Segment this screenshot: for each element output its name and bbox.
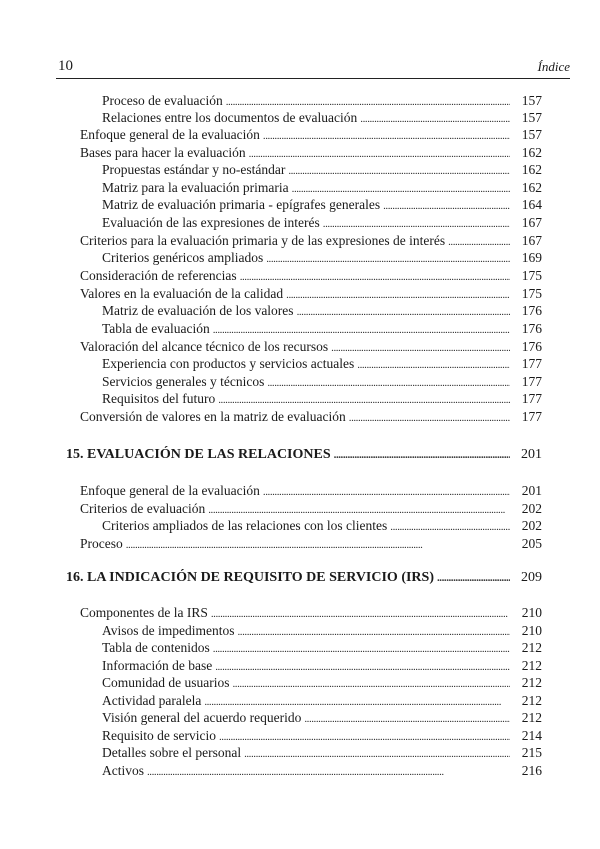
toc-entry: [102, 196, 542, 214]
toc-entry-page: 210: [521, 623, 542, 638]
toc-entry: [80, 126, 542, 144]
toc-entry: [102, 692, 542, 710]
toc-entry: [80, 500, 542, 518]
toc-entry-title: Bases para hacer la evaluación: [80, 145, 246, 160]
toc-entry: [80, 408, 542, 426]
dot-leader: [218, 391, 510, 409]
toc-entry-page: 177: [521, 409, 542, 424]
dot-leader: [349, 409, 510, 427]
toc-entry-title: Componentes de la IRS: [80, 605, 208, 620]
toc-entry: [102, 320, 542, 338]
toc-entry-page: 164: [521, 197, 542, 212]
chapter-page: 201: [521, 447, 542, 462]
toc-entry-title: Criterios de evaluación: [80, 501, 206, 516]
toc-entry-page: 212: [521, 658, 542, 673]
dot-leader: [126, 536, 510, 554]
toc-entry: [80, 604, 542, 622]
dot-leader: [297, 303, 510, 321]
toc-entry-page: 216: [521, 763, 542, 778]
toc-entry-title: Requisitos del futuro: [102, 391, 216, 406]
toc-entry-page: 202: [521, 501, 542, 516]
toc-entry: [102, 744, 542, 762]
toc-entry-title: Matriz de evaluación primaria - epígrafes generales: [102, 197, 381, 212]
toc-entry: [102, 249, 542, 267]
toc-entry: [80, 285, 542, 303]
dot-leader: [266, 250, 510, 268]
toc-entry-title: Proceso: [80, 536, 123, 551]
chapter-heading: [66, 569, 542, 587]
toc-entry-page: 201: [521, 483, 542, 498]
toc-entry-page: 205: [521, 536, 542, 551]
toc-entry-page: 177: [521, 356, 542, 371]
chapter-title: 16. LA INDICACIÓN DE REQUISITO DE SERVICIO (IRS): [66, 570, 434, 585]
dot-leader: [244, 745, 510, 763]
toc-entry-page: 214: [521, 728, 542, 743]
toc-entry-title: Consideración de referencias: [80, 268, 237, 283]
toc-entry-title: Visión general del acuerdo requerido: [102, 710, 302, 725]
chapter-heading: [66, 446, 542, 464]
dot-leader: [233, 675, 511, 693]
dot-leader: [304, 710, 510, 728]
toc-entry-page: 157: [521, 93, 542, 108]
toc-entry: [102, 92, 542, 110]
toc-entry-title: Requisito de servicio: [102, 728, 216, 743]
toc-entry-page: 157: [521, 127, 542, 142]
toc-entry: [102, 179, 542, 197]
dot-leader: [323, 215, 510, 233]
toc-entry-title: Información de base: [102, 658, 213, 673]
toc-entry-page: 212: [521, 640, 542, 655]
toc-entry-title: Conversión de valores en la matriz de evaluación: [80, 409, 346, 424]
toc-entry: [102, 657, 542, 675]
dot-leader: [334, 446, 510, 464]
toc-entry-page: 215: [521, 745, 542, 760]
dot-leader: [240, 268, 510, 286]
toc-entry: [102, 161, 542, 179]
toc-entry-page: 162: [521, 180, 542, 195]
chapter-title: 15. EVALUACIÓN DE LAS RELACIONES: [66, 447, 331, 462]
toc-entry-page: 175: [521, 268, 542, 283]
dot-leader: [288, 162, 510, 180]
toc-entry-page: 212: [521, 693, 542, 708]
dot-leader: [263, 127, 510, 145]
dot-leader: [263, 483, 510, 501]
toc-entry-title: Valores en la evaluación de la calidad: [80, 286, 284, 301]
toc-entry: [102, 302, 542, 320]
toc-entry: [102, 709, 542, 727]
toc-entry: [80, 535, 542, 553]
toc-entry-title: Matriz de evaluación de los valores: [102, 303, 294, 318]
toc-entry-title: Criterios genéricos ampliados: [102, 250, 264, 265]
toc-entry: [102, 674, 542, 692]
toc-entry: [80, 232, 542, 250]
toc-entry-title: Activos: [102, 763, 144, 778]
page-number: 10: [58, 58, 73, 74]
toc-entry-title: Detalles sobre el personal: [102, 745, 242, 760]
toc-entry: [102, 517, 542, 535]
toc-entry-page: 167: [521, 233, 542, 248]
toc-entry-page: 176: [521, 303, 542, 318]
dot-leader: [437, 569, 510, 587]
toc-entry: [102, 355, 542, 373]
toc-entry-title: Proceso de evaluación: [102, 93, 223, 108]
toc-entry-title: Matriz para la evaluación primaria: [102, 180, 289, 195]
toc-entry-title: Propuestas estándar y no-estándar: [102, 162, 286, 177]
dot-leader: [213, 640, 510, 658]
dot-leader: [211, 605, 510, 623]
toc-entry-title: Avisos de impedimentos: [102, 623, 235, 638]
toc-entry: [80, 144, 542, 162]
toc-entry-title: Criterios ampliados de las relaciones con los clientes: [102, 518, 388, 533]
toc-entry-title: Enfoque general de la evaluación: [80, 483, 260, 498]
toc-entry-title: Experiencia con productos y servicios actuales: [102, 356, 355, 371]
toc-entry-title: Enfoque general de la evaluación: [80, 127, 260, 142]
toc-entry-title: Relaciones entre los documentos de evaluación: [102, 110, 358, 125]
running-title: Índice: [537, 59, 570, 74]
dot-leader: [147, 763, 510, 781]
toc-entry-title: Comunidad de usuarios: [102, 675, 230, 690]
toc-entry-title: Tabla de evaluación: [102, 321, 210, 336]
chapter-page: 209: [521, 570, 542, 585]
toc-entry-page: 212: [521, 675, 542, 690]
toc-entry: [102, 390, 542, 408]
toc-entry-page: 210: [521, 605, 542, 620]
toc-entry-page: 167: [521, 215, 542, 230]
toc-entry: [102, 639, 542, 657]
toc-entry-title: Tabla de contenidos: [102, 640, 210, 655]
header-rule: [56, 78, 570, 79]
toc-entry: [102, 373, 542, 391]
toc-entry-page: 177: [521, 391, 542, 406]
toc-entry: [102, 214, 542, 232]
toc-entry: [80, 338, 542, 356]
dot-leader: [357, 356, 510, 374]
toc-entry-page: 162: [521, 162, 542, 177]
toc-entry-page: 176: [521, 321, 542, 336]
dot-leader: [383, 197, 510, 215]
toc-entry: [102, 622, 542, 640]
dot-leader: [213, 321, 510, 339]
toc-entry: [102, 762, 542, 780]
toc-entry-title: Valoración del alcance técnico de los recursos: [80, 339, 329, 354]
toc-entry-page: 169: [521, 250, 542, 265]
toc-entry-title: Evaluación de las expresiones de interés: [102, 215, 320, 230]
toc-entry-page: 175: [521, 286, 542, 301]
toc-entry-page: 157: [521, 110, 542, 125]
toc-entry: [102, 727, 542, 745]
toc-entry-page: 177: [521, 374, 542, 389]
toc-entry: [80, 482, 542, 500]
dot-leader: [390, 518, 510, 536]
toc-entry-title: Actividad paralela: [102, 693, 202, 708]
toc-entry-title: Servicios generales y técnicos: [102, 374, 265, 389]
toc-entry-page: 202: [521, 518, 542, 533]
toc-entry: [80, 267, 542, 285]
page-header: [56, 58, 570, 78]
toc-entry: [102, 109, 542, 127]
toc-entry-page: 162: [521, 145, 542, 160]
toc-entry-title: Criterios para la evaluación primaria y de las expresiones de interés: [80, 233, 446, 248]
toc-entry-page: 176: [521, 339, 542, 354]
toc-entry-page: 212: [521, 710, 542, 725]
